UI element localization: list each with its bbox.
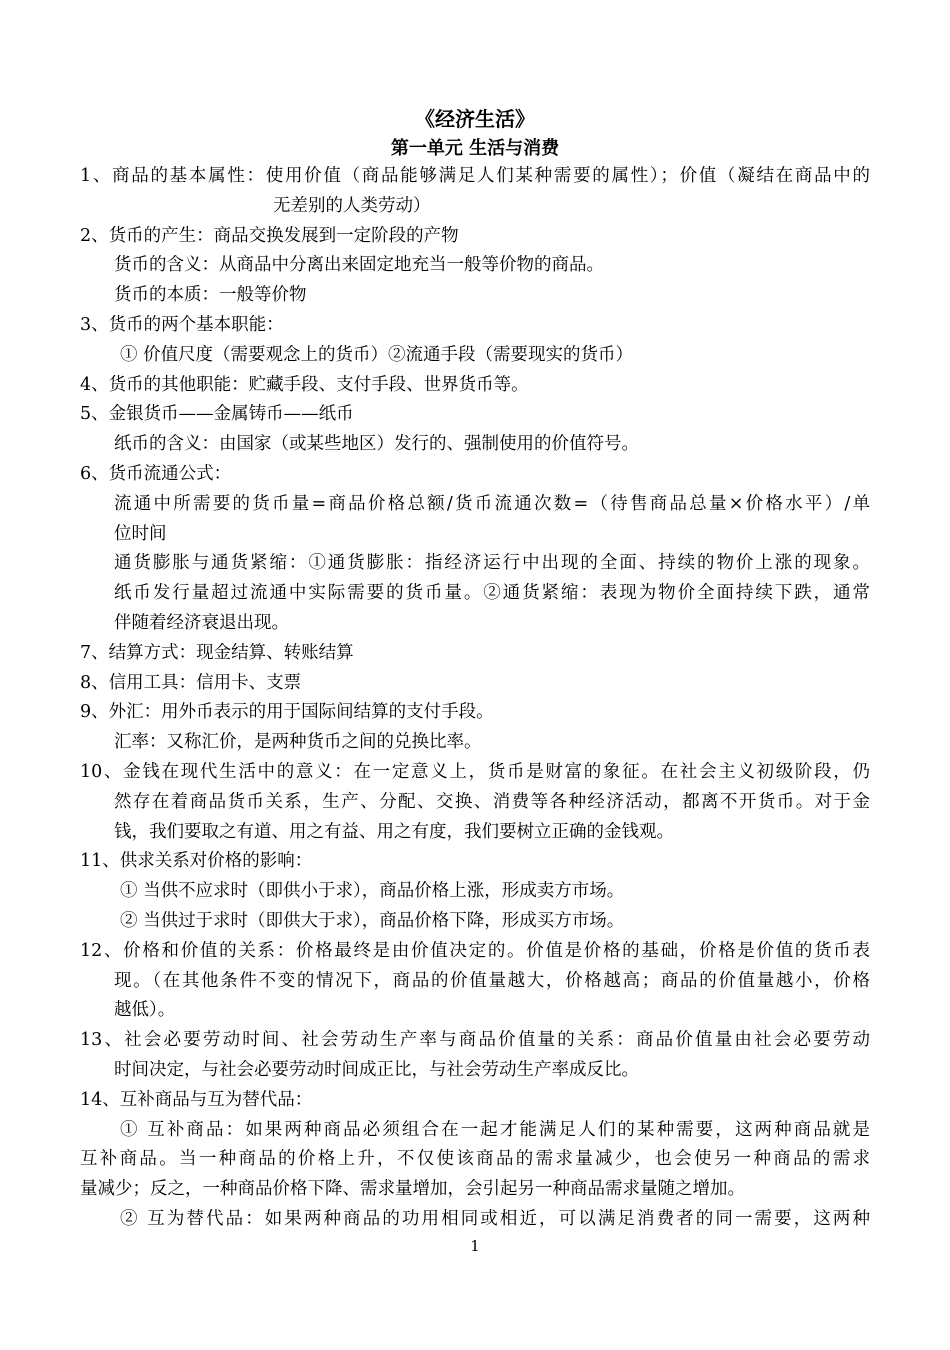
text-line: 10、金钱在现代生活中的意义：在一定意义上，货币是财富的象征。在社会主义初级阶段，仍 (80, 761, 870, 782)
text-line: 纸币的含义：由国家（或某些地区）发行的、强制使用的价值符号。 (114, 434, 639, 455)
text-line: 货币的本质：一般等价物 (114, 285, 307, 306)
text-line: ② 当供过于求时（即供大于求），商品价格下降，形成买方市场。 (120, 910, 625, 931)
text-line: ① 互补商品：如果两种商品必须组合在一起才能满足人们的某种需要，这两种商品就是 (120, 1119, 870, 1140)
text-line: 7、结算方式：现金结算、转账结算 (80, 642, 354, 663)
text-line: 货币的含义：从商品中分离出来固定地充当一般等价物的商品。 (114, 255, 604, 276)
text-line: 流通中所需要的货币量=商品价格总额/货币流通次数=（待售商品总量×价格水平）/单 (114, 493, 870, 514)
text-line: 通货膨胀与通货紧缩：①通货膨胀：指经济运行中出现的全面、持续的物价上涨的现象。 (114, 553, 870, 574)
text-line: 无差别的人类劳动） (273, 195, 431, 216)
text-line: ① 价值尺度（需要观念上的货币）②流通手段（需要现实的货币） (120, 344, 634, 365)
text-line: 然存在着商品货币关系，生产、分配、交换、消费等各种经济活动，都离不开货币。对于金 (114, 791, 870, 812)
text-line: 12、价格和价值的关系：价格最终是由价值决定的。价值是价格的基础，价格是价值的货币表 (80, 940, 870, 961)
text-line: 位时间 (114, 523, 167, 544)
text-line: 伴随着经济衰退出现。 (114, 612, 289, 633)
text-line: 2、货币的产生：商品交换发展到一定阶段的产物 (80, 225, 459, 246)
text-line: ① 当供不应求时（即供小于求），商品价格上涨，形成卖方市场。 (120, 881, 625, 902)
text-line: 汇率：又称汇价，是两种货币之间的兑换比率。 (114, 732, 482, 753)
text-line: 纸币发行量超过流通中实际需要的货币量。②通货紧缩：表现为物价全面持续下跌，通常 (114, 583, 870, 604)
document-title: 《经济生活》 (415, 107, 535, 131)
document-body (80, 162, 870, 1235)
text-line: 3、货币的两个基本职能： (80, 314, 284, 335)
text-line: 越低）。 (114, 1000, 176, 1021)
text-line: 钱，我们要取之有道、用之有益、用之有度，我们要树立正确的金钱观。 (114, 821, 674, 842)
text-line: 5、金银货币——金属铸币——纸币 (80, 404, 354, 425)
text-line: 时间决定，与社会必要劳动时间成正比，与社会劳动生产率成反比。 (114, 1059, 639, 1080)
text-line: 4、货币的其他职能：贮藏手段、支付手段、世界货币等。 (80, 374, 529, 395)
text-line: 互补商品。当一种商品的价格上升，不仅使该商品的需求量减少，也会使另一种商品的需求 (80, 1149, 870, 1170)
page-number: 1 (470, 1237, 480, 1255)
text-line: 1、商品的基本属性：使用价值（商品能够满足人们某种需要的属性）；价值（凝结在商品中的 (80, 166, 870, 186)
text-line: 8、信用工具：信用卡、支票 (80, 672, 302, 693)
text-line: 现。（在其他条件不变的情况下，商品的价值量越大，价格越高；商品的价值量越小，价格 (114, 970, 870, 991)
text-line: 11、供求关系对价格的影响： (80, 851, 313, 872)
unit-heading: 第一单元 生活与消费 (390, 138, 560, 159)
text-line: 14、互补商品与互为替代品： (80, 1089, 313, 1110)
text-line: 量减少；反之，一种商品价格下降、需求量增加，会引起另一种商品需求量随之增加。 (80, 1179, 745, 1200)
text-line: 9、外汇：用外币表示的用于国际间结算的支付手段。 (80, 702, 494, 723)
text-line: ② 互为替代品：如果两种商品的功用相同或相近，可以满足消费者的同一需要，这两种 (120, 1208, 870, 1229)
text-line: 13、社会必要劳动时间、社会劳动生产率与商品价值量的关系：商品价值量由社会必要劳动 (80, 1030, 870, 1051)
text-line: 6、货币流通公式： (80, 463, 232, 484)
